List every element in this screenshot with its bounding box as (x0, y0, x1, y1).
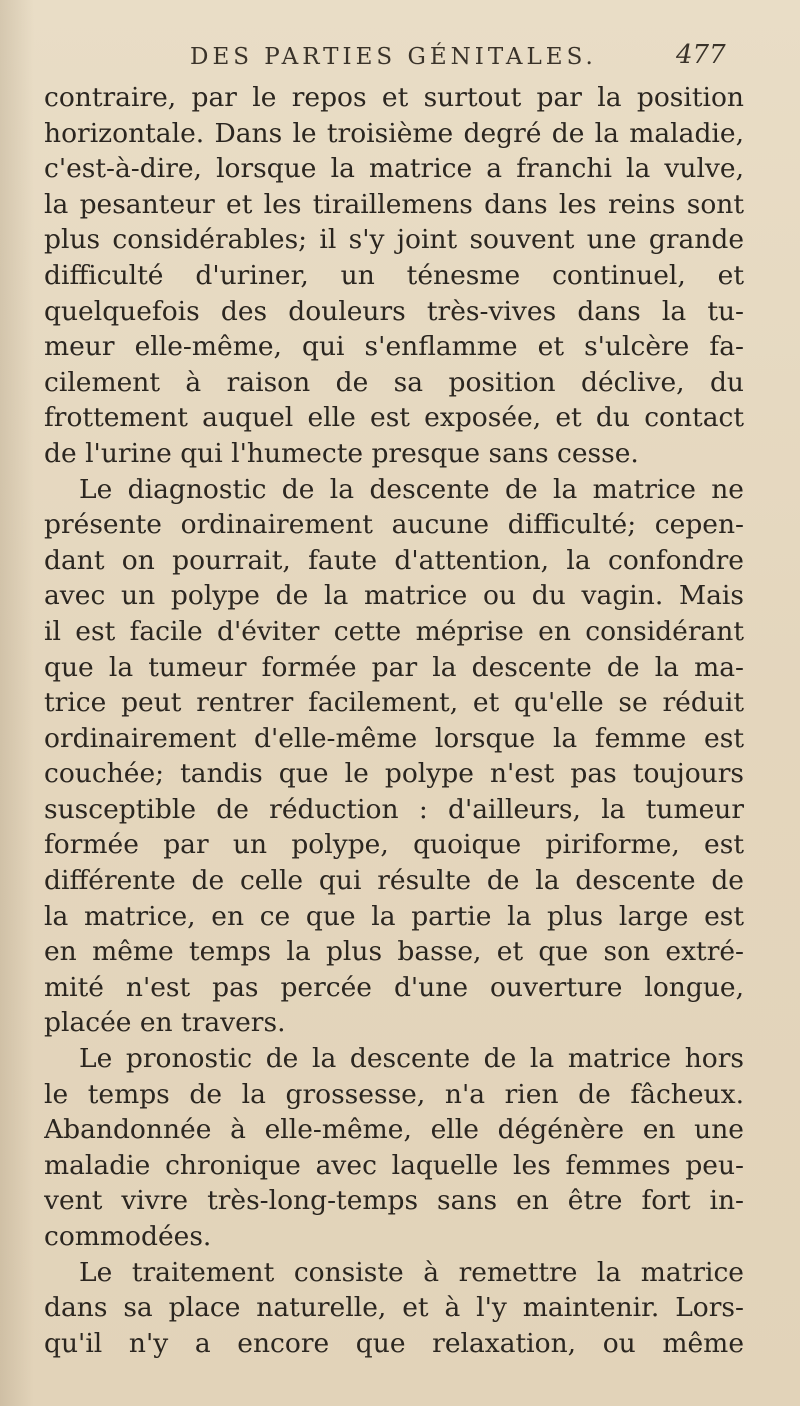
text-line: Le pronostic de la descente de la matrice hors (79, 1043, 744, 1075)
text-line: maladie chronique avec laquelle les femmes peu- (44, 1149, 744, 1181)
text-line: vent vivre très-long-temps sans en être fort in- (44, 1185, 744, 1217)
page-number: 477 (676, 40, 726, 70)
text-line: la pesanteur et les tiraillemens dans les reins sont (44, 188, 744, 220)
text-line: plus considérables; il s'y joint souvent une grande (44, 224, 744, 256)
text-line: Le traitement consiste à remettre la matrice (79, 1256, 744, 1288)
text-line: dans sa place naturelle, et à l'y maintenir. Lors- (44, 1292, 744, 1324)
text-line: horizontale. Dans le troisième degré de la maladie, (44, 117, 744, 149)
text-line: contraire, par le repos et surtout par la position (44, 82, 744, 113)
text-line: la matrice, en ce que la partie la plus large est (44, 900, 744, 932)
text-line: c'est-à-dire, lorsque la matrice a franchi la vulve, (44, 153, 744, 185)
body-text (44, 80, 744, 1361)
text-line: Le diagnostic de la descente de la matrice ne (79, 473, 744, 505)
text-line: quelquefois des douleurs très-vives dans la tu- (44, 295, 744, 327)
text-line: commodées. (44, 1221, 212, 1252)
text-line: ordinairement d'elle-même lorsque la femme est (44, 722, 744, 754)
text-line: placée en travers. (44, 1007, 286, 1039)
text-line: il est facile d'éviter cette méprise en considérant (44, 615, 744, 647)
text-line: différente de celle qui résulte de la descente de (44, 865, 744, 897)
text-line: dant on pourrait, faute d'attention, la confondre (44, 544, 744, 576)
text-line: difficulté d'uriner, un ténesme continuel, et (44, 259, 744, 291)
gutter-shadow (0, 0, 34, 1406)
text-line: trice peut rentrer facilement, et qu'elle se réduit (44, 687, 744, 719)
running-title: DES PARTIES GÉNITALES. (190, 44, 597, 70)
text-line: que la tumeur formée par la descente de la ma- (44, 651, 744, 683)
text-line: mité n'est pas percée d'une ouverture longue, (44, 971, 744, 1003)
text-line: le temps de la grossesse, n'a rien de fâcheux. (44, 1078, 744, 1110)
text-line: couchée; tandis que le polype n'est pas toujours (44, 758, 744, 790)
text-line: cilement à raison de sa position déclive, du (44, 366, 744, 398)
text-line: présente ordinairement aucune difficulté; cepen- (44, 509, 744, 541)
text-line: avec un polype de la matrice ou du vagin. Mais (44, 580, 744, 612)
text-line: frottement auquel elle est exposée, et du contact (44, 402, 744, 434)
text-line: qu'il n'y a encore que relaxation, ou même (44, 1327, 744, 1359)
running-head (0, 40, 800, 84)
text-line: meur elle-même, qui s'enflamme et s'ulcère fa- (44, 331, 744, 363)
text-line: susceptible de réduction : d'ailleurs, la tumeur (44, 793, 744, 825)
text-line: de l'urine qui l'humecte presque sans cesse. (44, 437, 639, 469)
text-line: Abandonnée à elle-même, elle dégénère en une (44, 1114, 744, 1146)
text-line: en même temps la plus basse, et que son extré- (44, 936, 744, 968)
text-line: formée par un polype, quoique piriforme, est (44, 829, 744, 861)
